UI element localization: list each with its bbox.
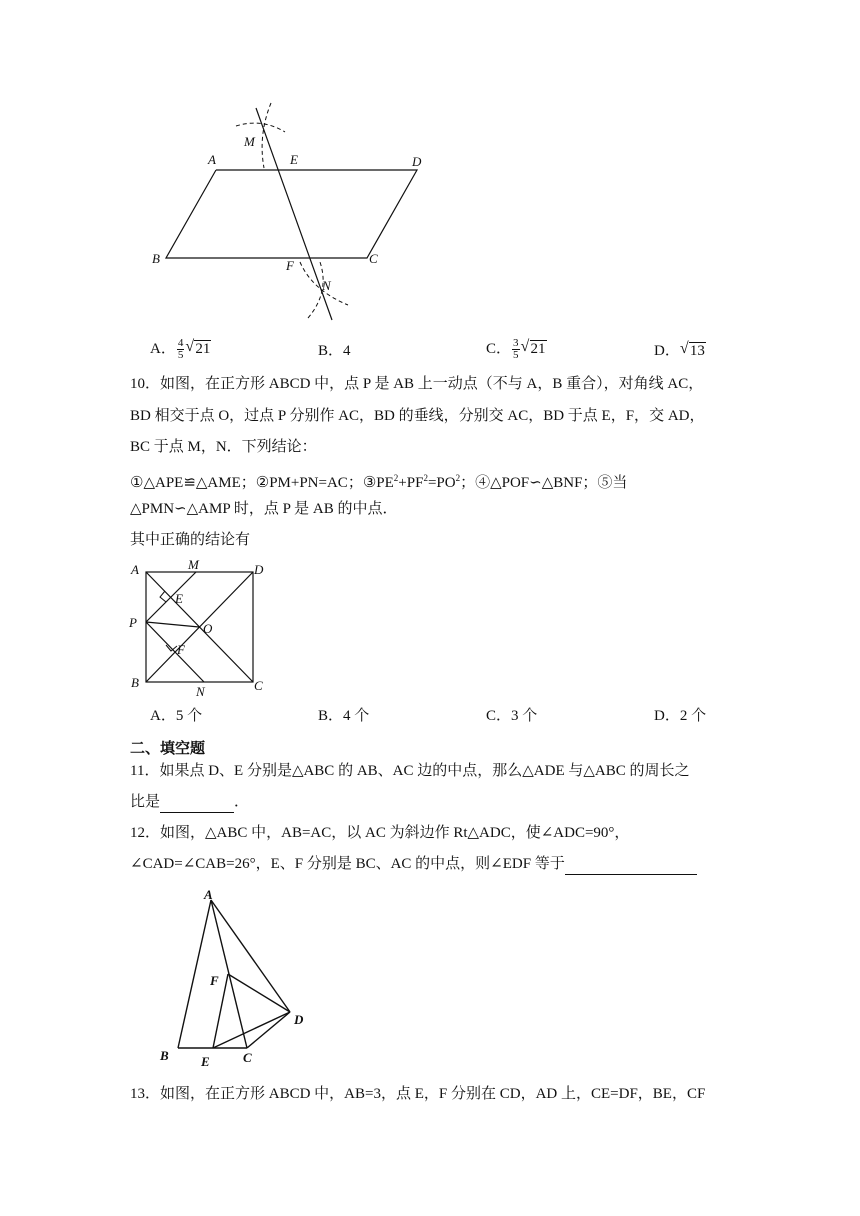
q10-line-3: BC 于点 M，N．下列结论： [130, 439, 317, 455]
label-F: F [286, 258, 294, 273]
label-B: B [131, 675, 139, 690]
label-P: P [129, 615, 137, 630]
label-M: M [188, 557, 199, 572]
section-heading: 二、填空题 [130, 739, 206, 757]
q13-line-1: 13．如图，在正方形 ABCD 中，AB=3，点 E，F 分别在 CD，AD 上，CE=DF，BE，CF [130, 1086, 706, 1102]
parallelogram [166, 170, 417, 258]
label-C: C [243, 1050, 252, 1065]
label-M: M [244, 134, 255, 149]
label-B: B [160, 1048, 169, 1063]
q10-option-d[interactable]: D．2 个 [654, 708, 707, 724]
q12-line-2: ∠CAD=∠CAB=26°，E、F 分别是 BC、AC 的中点，则∠EDF 等于 [130, 853, 697, 875]
label-N: N [196, 684, 205, 699]
q11-line-1: 11．如果点 D、E 分别是△ABC 的 AB、AC 边的中点，那么△ADE 与△ABC 的周长之 [130, 763, 690, 779]
label-A: A [208, 152, 216, 167]
q9-option-a[interactable]: A． $\frac{4}{5}$ √ 21 [150, 337, 211, 362]
q9-option-d[interactable]: D． √ 13 [654, 340, 705, 359]
q9-option-b[interactable]: B．4 [318, 343, 351, 359]
q10-line-2: BD 相交于点 O，过点 P 分别作 AC，BD 的垂线，分别交 AC，BD 于点 E，F，交 AD， [130, 408, 705, 424]
q10-line-6: 其中正确的结论有 [130, 532, 251, 548]
q10-option-b[interactable]: B．4 个 [318, 708, 370, 724]
label-O: O [203, 621, 213, 636]
label-A: A [204, 887, 213, 902]
label-E: E [201, 1054, 210, 1069]
q12-answer-blank[interactable] [565, 856, 697, 875]
q9-option-c[interactable]: C． $\frac{3}{5}$ √ 21 [486, 337, 546, 362]
label-A: A [131, 562, 139, 577]
q10-line-5: △PMN∽△AMP 时，点 P 是 AB 的中点． [130, 501, 398, 517]
label-F: F [177, 642, 185, 657]
q10-option-c[interactable]: C．3 个 [486, 708, 538, 724]
q11-answer-blank[interactable] [160, 794, 234, 813]
label-D: D [412, 154, 422, 169]
q10-line-1: 10．如图，在正方形 ABCD 中，点 P 是 AB 上一动点（不与 A，B 重合），对角线 AC， [130, 376, 704, 392]
label-D: D [294, 1012, 304, 1027]
q12-line-1: 12．如图，△ABC 中，AB=AC，以 AC 为斜边作 Rt△ADC，使∠ADC=90°， [130, 825, 630, 841]
label-D: D [254, 562, 264, 577]
q10-figure [125, 555, 275, 700]
label-E: E [290, 152, 298, 167]
q10-line-4: ①△APE≌△AME；②PM+PN=AC；$③PE^2+PF^2=PO^2$；④△POF∽△BNF；⑤当 [130, 473, 628, 491]
q11-line-2: 比是 ． [130, 791, 249, 813]
label-F: F [210, 973, 219, 988]
q10-option-a[interactable]: A．5 个 [150, 708, 203, 724]
label-E: E [175, 591, 183, 606]
label-C: C [369, 251, 378, 266]
q12-figure [155, 880, 330, 1070]
label-B: B [152, 251, 160, 266]
label-N: N [322, 278, 331, 293]
q9-figure [140, 100, 422, 330]
label-C: C [254, 678, 263, 693]
